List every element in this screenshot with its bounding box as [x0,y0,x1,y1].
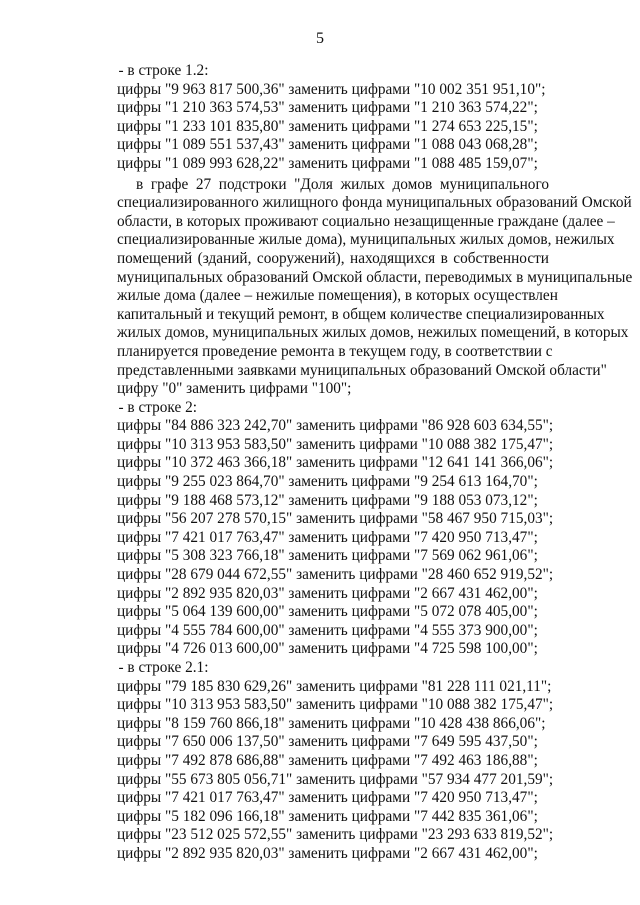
paragraph-line: планируется проведение ремонта в текущем году, в соответствии с [117,342,553,360]
page-number: 5 [316,30,324,47]
replacement-line: цифры "79 185 830 629,26" заменить цифрами "81 228 111 021,11"; [117,677,552,695]
replacement-line: цифры "7 421 017 763,47" заменить цифрами "7 420 950 713,47"; [117,789,538,807]
paragraph-line: жилые дома (далее – нежилые помещения), в которых осуществлен [117,287,558,305]
replacement-line: цифры "1 089 993 628,22" заменить цифрами "1 088 485 159,07"; [117,154,538,172]
replacement-line: цифры "55 673 805 056,71" заменить цифрами "57 934 477 201,59"; [117,770,554,788]
paragraph-line: цифру "0" заменить цифрами "100"; [117,380,352,398]
section-heading-2: - в строке 2: [118,398,197,416]
replacement-line: цифры "56 207 278 570,15" заменить цифрами "58 467 950 715,03"; [117,510,554,528]
paragraph-line: специализированные жилые дома), муниципальных жилых домов, нежилых [117,231,615,249]
replacement-line: цифры "8 159 760 866,18" заменить цифрами "10 428 438 866,06"; [117,714,546,732]
replacement-line: цифры "9 188 468 573,12" заменить цифрами "9 188 053 073,12"; [117,491,538,509]
paragraph-line: в графе 27 подстроки "Доля жилых домов муниципального [136,175,549,193]
document-body [117,62,633,864]
replacement-line: цифры "23 512 025 572,55" заменить цифрами "23 293 633 819,52"; [117,826,554,844]
paragraph-grafa-27 [117,175,633,399]
replacement-line: цифры "1 210 363 574,53" заменить цифрами "1 210 363 574,22"; [117,99,538,117]
section-heading-2-1: - в строке 2.1: [118,659,209,676]
replacement-line: цифры "9 255 023 864,70" заменить цифрами "9 254 613 164,70"; [117,473,538,491]
paragraph-line: области, в которых проживают социально незащищенные граждане (далее – [117,212,615,230]
replacement-line: цифры "28 679 044 672,55" заменить цифрами "28 460 652 919,52"; [117,566,554,584]
replacement-line: цифры "5 182 096 166,18" заменить цифрами "7 442 835 361,06"; [117,807,538,825]
replacement-line: цифры "1 089 551 537,43" заменить цифрами "1 088 043 068,28"; [117,136,538,154]
paragraph-line: капитальный и текущий ремонт, в общем количестве специализированных [117,305,605,323]
paragraph-line: представленными заявками муниципальных образований Омской области" [117,361,607,379]
paragraph-line: специализированного жилищного фонда муниципальных образований Омской [117,194,632,212]
replacement-line: цифры "10 372 463 366,18" заменить цифрами "12 641 141 366,06"; [117,454,554,472]
paragraph-line: муниципальных образований Омской области, переводимых в муниципальные [117,268,633,286]
replacement-line: цифры "4 555 784 600,00" заменить цифрами "4 555 373 900,00"; [117,621,538,639]
replacement-line: цифры "1 233 101 835,80" заменить цифрами "1 274 653 225,15"; [117,117,538,135]
replacement-line: цифры "2 892 935 820,03" заменить цифрами "2 667 431 462,00"; [117,844,538,862]
section-heading-1-2: - в строке 1.2: [118,62,209,79]
replacement-line: цифры "7 421 017 763,47" заменить цифрами "7 420 950 713,47"; [117,528,538,546]
paragraph-line: помещений (зданий, сооружений), находящихся в собственности [117,249,549,267]
replacement-line: цифры "7 650 006 137,50" заменить цифрами "7 649 595 437,50"; [117,733,538,751]
replacement-line: цифры "5 308 323 766,18" заменить цифрами "7 569 062 961,06"; [117,547,538,565]
replacement-line: цифры "7 492 878 686,88" заменить цифрами "7 492 463 186,88"; [117,751,538,769]
replacement-line: цифры "9 963 817 500,36" заменить цифрами "10 002 351 951,10"; [117,80,546,98]
paragraph-line: жилых домов, муниципальных жилых домов, нежилых помещений, в которых [117,324,629,342]
replacement-line: цифры "2 892 935 820,03" заменить цифрами "2 667 431 462,00"; [117,584,538,602]
replacement-line: цифры "4 726 013 600,00" заменить цифрами "4 725 598 100,00"; [117,640,538,658]
replacement-line: цифры "5 064 139 600,00" заменить цифрами "5 072 078 405,00"; [117,603,538,621]
replacement-line: цифры "84 886 323 242,70" заменить цифрами "86 928 603 634,55"; [117,417,554,435]
replacement-line: цифры "10 313 953 583,50" заменить цифрами "10 088 382 175,47"; [117,696,554,714]
replacement-line: цифры "10 313 953 583,50" заменить цифрами "10 088 382 175,47"; [117,435,554,453]
